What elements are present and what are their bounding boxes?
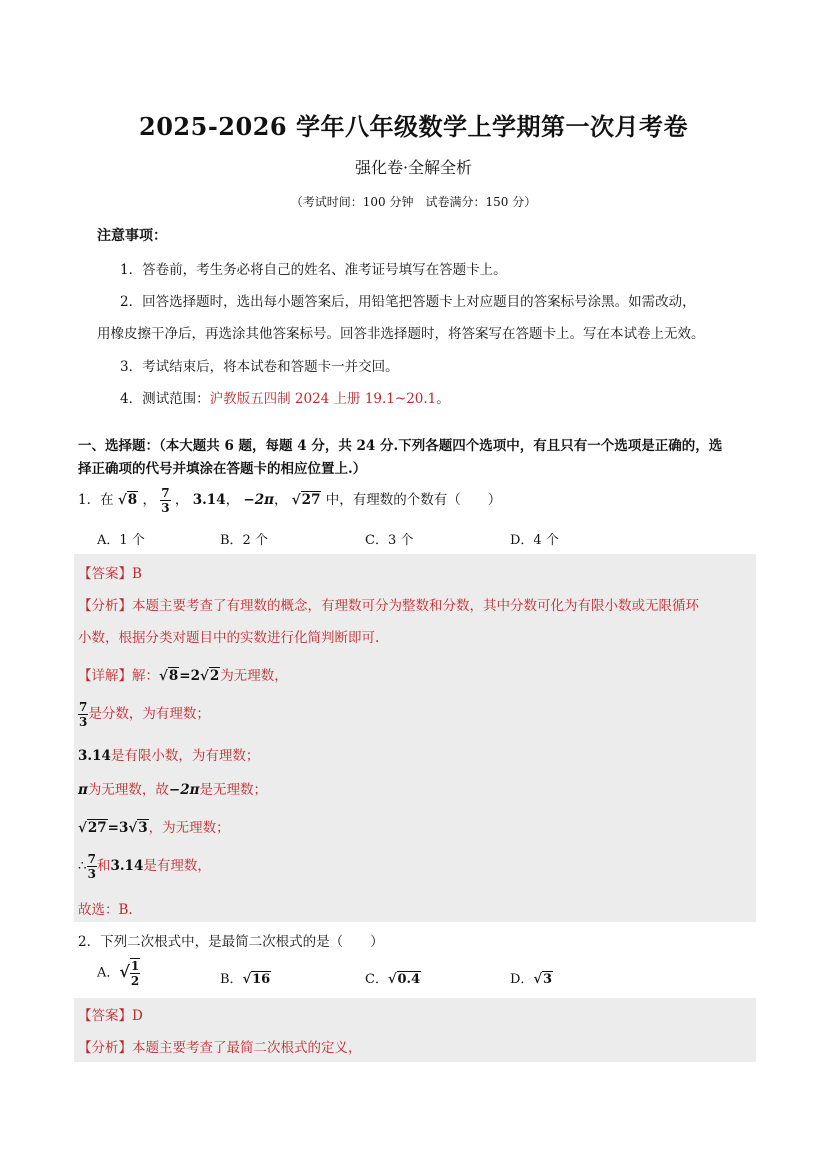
q2-analysis: 【分析】本题主要考查了最简二次根式的定义， <box>78 1040 362 1056</box>
q1-solution-box <box>74 554 756 922</box>
q2-option-d[interactable]: D．√3 <box>510 972 553 987</box>
sqrt-8: √8 <box>117 492 138 508</box>
page-title: 2025-2026 学年八年级数学上学期第一次月考卷 <box>139 112 688 141</box>
note-4-suffix: 。 <box>436 391 450 407</box>
sqrt-27: √27 <box>291 492 321 508</box>
q1-conclusion: 故选：B. <box>78 902 133 918</box>
question-2-stem: 2．下列二次根式中，是最简二次根式的是（ ） <box>78 934 384 950</box>
note-2a: 2．回答选择题时，选出每小题答案后，用铅笔把答题卡上对应题目的答案标号涂黑。如需改动， <box>120 294 696 310</box>
q1-detail-6: ∴ $\frac{7}{3}$ 和3.14是有理数， <box>78 852 211 881</box>
q1-suffix: 中，有理数的个数有（ ） <box>325 492 502 508</box>
q1-option-b[interactable]: B．2 个 <box>220 533 268 548</box>
q1-analysis-1: 【分析】本题主要考查了有理数的概念，有理数可分为整数和分数，其中分数可化为有限小数或无限循环 <box>78 598 699 614</box>
note-4-prefix: 4．测试范围： <box>120 391 210 407</box>
test-range: 沪教版五四制 2024 上册 19.1~20.1 <box>209 391 437 407</box>
notes-title: 注意事项： <box>97 228 167 244</box>
q1-detail-2: $\frac{7}{3}$ 是分数，为有理数； <box>79 700 210 729</box>
q1-detail-4: π为无理数，故−2π是无理数； <box>78 782 267 798</box>
q2-answer: 【答案】D <box>78 1008 143 1024</box>
note-3: 3．考试结束后，将本试卷和答题卡一并交回。 <box>120 359 399 375</box>
note-1: 1．答卷前，考生务必将自己的姓名、准考证号填写在答题卡上。 <box>120 262 507 278</box>
q1-detail-3: 3.14是有限小数，为有理数； <box>78 748 260 764</box>
note-4 <box>120 387 450 407</box>
q2-option-a[interactable]: A．√ $\frac{1}{2}$ <box>97 959 140 988</box>
q1-answer: 【答案】B <box>78 566 142 582</box>
q1-option-a[interactable]: A．1 个 <box>97 533 145 548</box>
q1-option-d[interactable]: D．4 个 <box>510 533 559 548</box>
q1-option-c[interactable]: C．3 个 <box>365 533 414 548</box>
q1-analysis-2: 小数，根据分类对题目中的实数进行化简判断即可. <box>78 630 380 646</box>
section-heading <box>78 435 758 481</box>
q1-prefix: 1．在 <box>78 492 114 508</box>
value-neg-2pi: −2π <box>243 492 274 508</box>
fraction-7-3: $\frac{7}{3}$ <box>161 486 170 515</box>
page-subtitle: 强化卷·全解全析 <box>354 158 473 177</box>
q1-detail-1: 【详解】解：√8=2√2为无理数， <box>78 668 288 684</box>
question-1-stem: 1．在 √8 ， $\frac{7}{3}$ ， 3.14， −2π， √27 中，有理数的个数有（ ） <box>78 486 502 515</box>
exam-info: （考试时间：100 分钟 试卷满分：150 分） <box>290 195 537 209</box>
value-3-14: 3.14 <box>192 492 226 508</box>
q2-option-b[interactable]: B．√16 <box>220 972 271 987</box>
section-line-2: 择正确项的代号并填涂在答题卡的相应位置上.） <box>78 461 367 477</box>
q1-detail-5: √27=3√3，为无理数； <box>78 820 230 836</box>
q2-solution-box <box>74 998 756 1062</box>
note-2b: 用橡皮擦干净后，再选涂其他答案标号。回答非选择题时，将答案写在答题卡上。写在本试卷上无效。 <box>97 326 705 342</box>
q2-option-c[interactable]: C．√0.4 <box>365 972 421 987</box>
section-line-1: 一、选择题：（本大题共 6 题，每题 4 分，共 24 分.下列各题四个选项中，有且只有一个选项是正确的，选 <box>78 438 723 454</box>
